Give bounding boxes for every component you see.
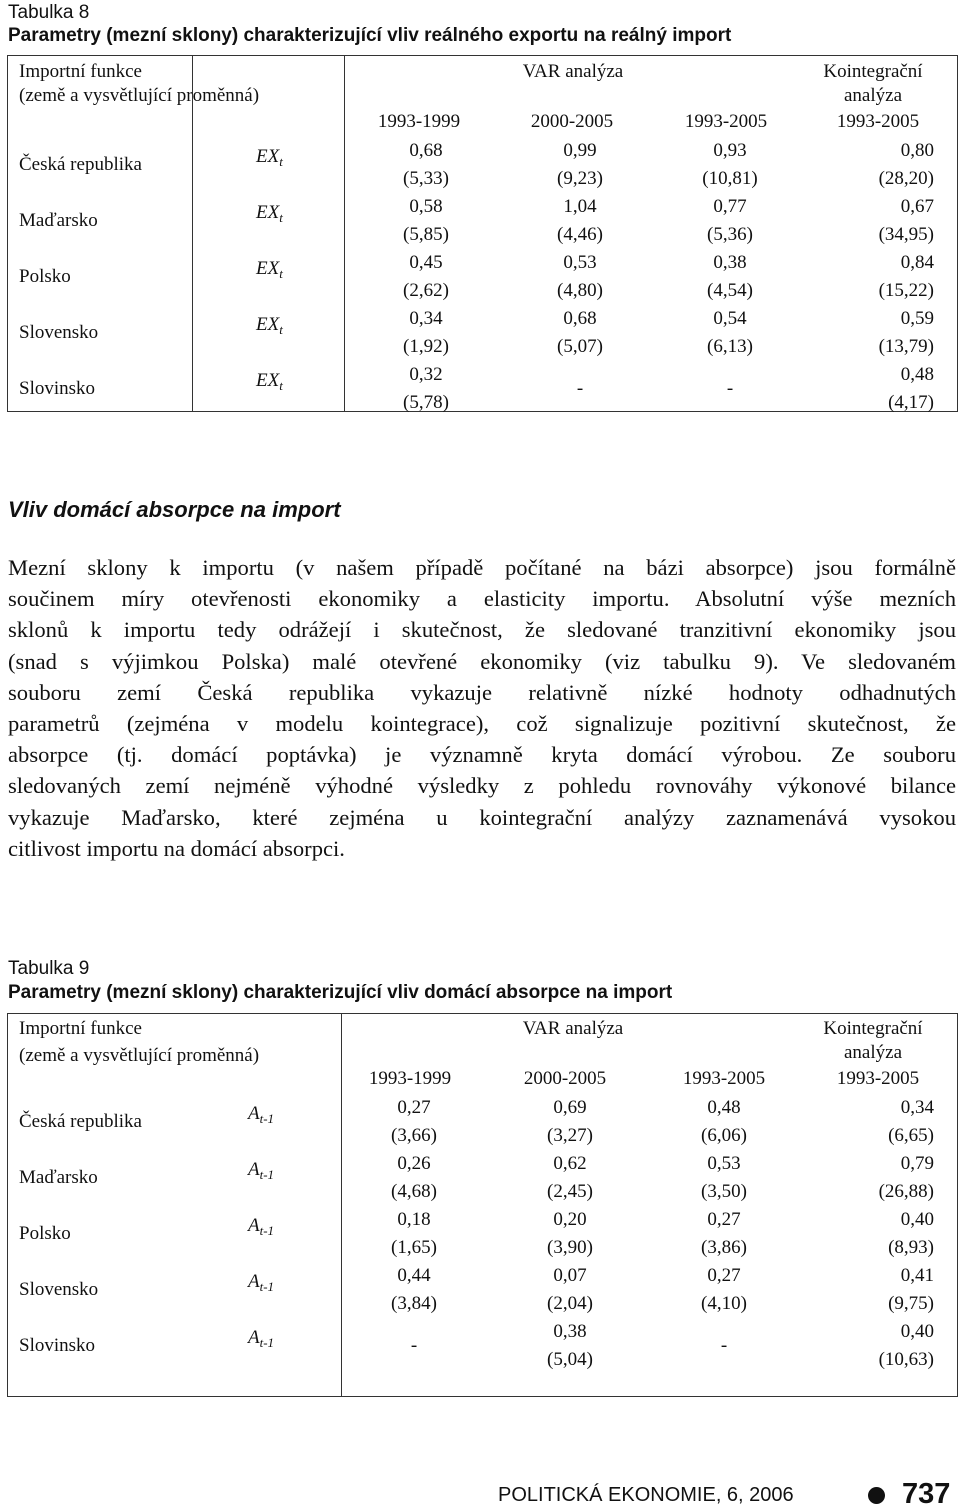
table9-row-variable-sub: t-1 (259, 1279, 275, 1294)
table8-title: Parametry (mezní sklony) charakterizující vliv reálného exportu na reálný import (8, 25, 732, 46)
table9-row-variable (248, 1324, 274, 1353)
table9-row-variable-sub: t-1 (259, 1223, 275, 1238)
table9-cell-value: 0,07 (553, 1265, 587, 1286)
table8-cell-value: 0,32 (409, 364, 443, 385)
table9-cell-value: 0,44 (397, 1265, 431, 1286)
table8-cell-value: 0,80 (900, 140, 934, 161)
table8-cell-value: - (576, 378, 584, 399)
table9-row-variable-main: A (248, 1215, 260, 1236)
table8-cell-value: 0,34 (409, 308, 443, 329)
table9-header-period: 1993-2005 (682, 1068, 766, 1089)
table9-label: Tabulka 9 (8, 958, 90, 979)
table9 (7, 1013, 958, 1397)
table8-cell-tstat: (4,46) (557, 224, 603, 245)
table8-header-period: 1993-1999 (377, 111, 461, 132)
table9-cell-value: 0,69 (553, 1097, 587, 1118)
table8-cell-tstat: (5,85) (403, 224, 449, 245)
table9-row-country: Polsko (19, 1223, 71, 1244)
table9-row-variable (248, 1268, 274, 1297)
paragraph-line: souboru zemí Česká republika vykazuje relativně nízké hodnoty odhadnutých (8, 679, 956, 705)
table9-title: Parametry (mezní sklony) charakterizující vliv domácí absorpce na import (8, 982, 673, 1003)
table8-cell-value: 0,68 (409, 140, 443, 161)
page-number: 737 (902, 1478, 951, 1510)
table8-header-period: 1993-2005 (836, 111, 920, 132)
table9-row-variable (248, 1212, 274, 1241)
table9-cell-value: 0,41 (900, 1265, 934, 1286)
table8-header-col1-sub: (země a vysvětlující proměnná) (19, 85, 260, 106)
table9-row-variable (248, 1156, 274, 1185)
table8-cell-value: 0,84 (900, 252, 934, 273)
table9-cell-tstat: (9,75) (888, 1293, 934, 1314)
table9-row-country: Maďarsko (19, 1167, 98, 1188)
table8-label: Tabulka 8 (8, 2, 90, 23)
table9-cell-tstat: (10,63) (878, 1349, 934, 1370)
paragraph-line: absorpce (tj. domácí poptávka) je významně kryta domácí výrobou. Ze souboru (8, 742, 956, 768)
table9-header-col1: Importní funkce (19, 1018, 142, 1039)
table8-row-variable-sub: t (279, 266, 283, 281)
table8-row-variable-sub: t (279, 210, 283, 225)
table8-header-period: 2000-2005 (530, 111, 614, 132)
table8-row-variable-main: EX (256, 202, 280, 223)
table8-row-country: Česká republika (19, 154, 142, 175)
table9-cell-tstat: (3,50) (701, 1181, 747, 1202)
table9-cell-value: 0,27 (397, 1097, 431, 1118)
table8-header-period: 1993-2005 (684, 111, 768, 132)
table8-cell-tstat: (2,62) (403, 280, 449, 301)
table8-cell-value: 0,54 (713, 308, 747, 329)
table8-row-variable (256, 255, 283, 284)
table8-cell-value: 0,48 (900, 364, 934, 385)
table9-cell-value: 0,79 (900, 1153, 934, 1174)
table9-cell-value: 0,38 (553, 1321, 587, 1342)
table8-row-variable (256, 367, 283, 396)
table8-row-variable-main: EX (256, 370, 280, 391)
table9-row-variable-main: A (248, 1103, 260, 1124)
table8-header-koint: Kointegrační (823, 61, 923, 82)
paragraph-line: vykazuje Maďarsko, které zejména u kointegrační analýzy zaznamenává vysokou (8, 804, 956, 830)
table9-header-koint-sub: analýza (843, 1042, 902, 1063)
table9-cell-tstat: (26,88) (878, 1181, 934, 1202)
table8-row-country: Slovinsko (19, 378, 96, 399)
body-paragraph (8, 552, 956, 864)
table8-cell-tstat: (13,79) (878, 336, 934, 357)
table9-header-period: 2000-2005 (523, 1068, 607, 1089)
table8-cell-tstat: (4,80) (557, 280, 603, 301)
table9-row-variable-sub: t-1 (259, 1335, 275, 1350)
table8-row-variable-sub: t (279, 322, 283, 337)
paragraph-line: citlivost importu na domácí absorpci. (8, 835, 345, 861)
table8-cell-value: 0,67 (900, 196, 934, 217)
table8-cell-tstat: (9,23) (557, 168, 603, 189)
table9-cell-value: 0,53 (707, 1153, 741, 1174)
table8-cell-value: - (726, 378, 734, 399)
table9-row-variable-sub: t-1 (259, 1167, 275, 1182)
table9-row-country: Česká republika (19, 1111, 142, 1132)
table8-cell-tstat: (4,17) (888, 392, 934, 413)
table8-row-variable (256, 143, 283, 172)
table9-cell-tstat: (3,84) (391, 1293, 437, 1314)
table9-cell-value: 0,27 (707, 1265, 741, 1286)
table8-cell-tstat: (5,07) (557, 336, 603, 357)
table8-row-variable-main: EX (256, 314, 280, 335)
table9-cell-value: 0,20 (553, 1209, 587, 1230)
table8-cell-value: 0,53 (563, 252, 597, 273)
table9-cell-tstat: (2,04) (547, 1293, 593, 1314)
table9-row-country: Slovensko (19, 1279, 99, 1300)
table9-cell-tstat: (5,04) (547, 1349, 593, 1370)
table8-cell-value: 0,59 (900, 308, 934, 329)
table8-row-country: Polsko (19, 266, 71, 287)
table9-cell-tstat: (3,90) (547, 1237, 593, 1258)
table8 (7, 55, 958, 412)
table8-cell-tstat: (5,36) (707, 224, 753, 245)
table8-cell-value: 0,58 (409, 196, 443, 217)
table9-cell-tstat: (3,66) (391, 1125, 437, 1146)
paragraph-line: (snad s výjimkou Polska) malé otevřené ekonomiky (viz tabulku 9). Ve sledovaném (8, 648, 956, 674)
table8-cell-tstat: (15,22) (878, 280, 934, 301)
table9-row-country: Slovinsko (19, 1335, 96, 1356)
table9-cell-value: 0,62 (553, 1153, 587, 1174)
table9-cell-value: 0,26 (397, 1153, 431, 1174)
table8-cell-tstat: (5,78) (403, 392, 449, 413)
table8-header-koint-sub: analýza (843, 85, 902, 106)
table8-cell-value: 0,45 (409, 252, 443, 273)
table9-cell-value: 0,48 (707, 1097, 741, 1118)
table8-cell-value: 0,68 (563, 308, 597, 329)
table8-row-country: Slovensko (19, 322, 99, 343)
table8-row-country: Maďarsko (19, 210, 98, 231)
table9-cell-value: 0,40 (900, 1209, 934, 1230)
paragraph-line: součinem míry otevřenosti ekonomiky a elasticity importu. Absolutní výše mezních (8, 586, 956, 612)
table8-cell-value: 1,04 (563, 196, 597, 217)
table8-row-variable (256, 311, 283, 340)
table9-row-variable-sub: t-1 (259, 1111, 275, 1126)
table9-header-var: VAR analýza (522, 1018, 624, 1039)
footer-journal: POLITICKÁ EKONOMIE, 6, 2006 (498, 1484, 794, 1506)
table9-cell-value: 0,40 (900, 1321, 934, 1342)
table8-cell-tstat: (5,33) (403, 168, 449, 189)
table8-cell-tstat: (10,81) (702, 168, 758, 189)
table8-row-variable-sub: t (279, 154, 283, 169)
table8-cell-value: 0,99 (563, 140, 597, 161)
table9-row-variable-main: A (248, 1159, 260, 1180)
table9-cell-value: 0,34 (900, 1097, 934, 1118)
table9-row-variable-main: A (248, 1327, 260, 1348)
table9-cell-tstat: (3,86) (701, 1237, 747, 1258)
table9-cell-value: 0,18 (397, 1209, 431, 1230)
table9-header-period: 1993-2005 (836, 1068, 920, 1089)
table9-header-period: 1993-1999 (368, 1068, 452, 1089)
table9-cell-value: 0,27 (707, 1209, 741, 1230)
table8-cell-tstat: (28,20) (878, 168, 934, 189)
table9-cell-tstat: (4,68) (391, 1181, 437, 1202)
paragraph-line: parametrů (zejména v modelu kointegrace), což signalizuje pozitivní skutečnost, že (8, 711, 956, 737)
table9-cell-tstat: (8,93) (888, 1237, 934, 1258)
footer-bullet-icon (868, 1487, 885, 1504)
table8-cell-value: 0,38 (713, 252, 747, 273)
table9-cell-tstat: (6,06) (701, 1125, 747, 1146)
table9-cell-tstat: (6,65) (888, 1125, 934, 1146)
table9-cell-tstat: (4,10) (701, 1293, 747, 1314)
table8-cell-value: 0,77 (713, 196, 747, 217)
table9-header-col1-sub: (země a vysvětlující proměnná) (19, 1045, 260, 1066)
table8-cell-value: 0,93 (713, 140, 747, 161)
paragraph-line: sklonů k importu tedy odrážejí i skutečnost, že sledované tranzitivní ekonomiky jsou (8, 617, 956, 643)
table9-cell-tstat: (3,27) (547, 1125, 593, 1146)
table9-cell-tstat: (1,65) (391, 1237, 437, 1258)
table8-row-variable-sub: t (279, 378, 283, 393)
section-heading: Vliv domácí absorpce na import (8, 497, 341, 522)
table8-divider (192, 56, 193, 411)
table8-cell-tstat: (4,54) (707, 280, 753, 301)
table9-cell-value: - (720, 1335, 728, 1356)
table8-row-variable (256, 199, 283, 228)
table9-cell-tstat: (2,45) (547, 1181, 593, 1202)
table8-cell-tstat: (1,92) (403, 336, 449, 357)
table8-row-variable-main: EX (256, 258, 280, 279)
table8-cell-tstat: (34,95) (878, 224, 934, 245)
table8-row-variable-main: EX (256, 146, 280, 167)
table8-header-col1: Importní funkce (19, 61, 142, 82)
table9-cell-value: - (410, 1335, 418, 1356)
table9-header-koint: Kointegrační (823, 1018, 923, 1039)
table8-header-var: VAR analýza (522, 61, 624, 82)
paragraph-line: Mezní sklony k importu (v našem případě počítané na bázi absorpce) jsou formálně (8, 555, 956, 580)
table9-row-variable-main: A (248, 1271, 260, 1292)
table8-cell-tstat: (6,13) (707, 336, 753, 357)
table9-row-variable (248, 1100, 274, 1129)
paragraph-line: sledovaných zemí nejméně výhodné výsledky z pohledu rovnováhy výkonové bilance (8, 773, 956, 799)
